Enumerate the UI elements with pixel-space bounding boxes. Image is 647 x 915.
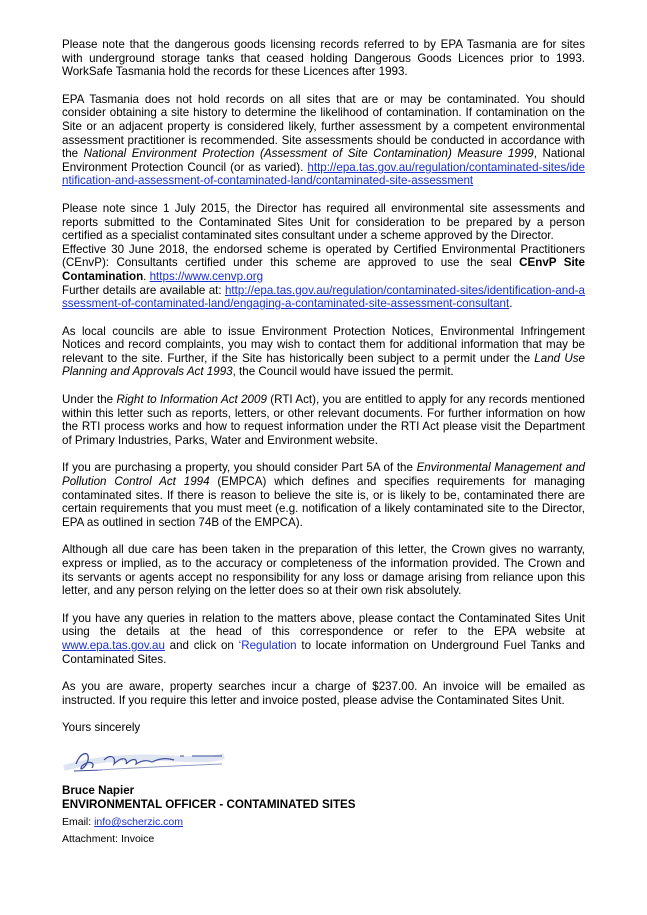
nepm-title: National Environment Protection (Assessment of Site Contamination) Measure 1999: [83, 147, 534, 161]
empca-title: Environmental Management and Pollution Control Act 1994: [62, 461, 585, 489]
scheme-end: .: [509, 297, 513, 311]
planning-act-title: Land Use Planning and Approvals Act 1993: [62, 351, 585, 379]
queries-before: If you have any queries in relation to the matters above, please contact the Contaminated Sites Unit using the details at the head of this correspondence or refer to the EPA website at: [62, 611, 585, 639]
signature: [62, 738, 585, 782]
attachment-line: Attachment: Invoice: [62, 833, 155, 846]
paragraph-consultant-scheme: [62, 202, 585, 311]
rti-before: Under the: [62, 393, 117, 407]
site-history-text: EPA Tasmania does not hold records on all sites that are or may be contaminated. You should consider obtaining a site history to determine the likelihood of contamination. If contamination on the Site or an adjacent property is considered likely, further assessment by a competent environmental assessment practitioner is recommended. Site assessments should be conducted in accordance with the: [62, 92, 585, 161]
councils-text: As local councils are able to issue Environment Protection Notices, Environmental Infringement Notices and record complaints, you may wish to contact them for additional information that may be relevant to the site. Further, if the Site has historically been subject to a permit under the: [62, 324, 585, 365]
cenvp-link[interactable]: https://www.cenvp.org: [149, 269, 264, 283]
epa-website-link[interactable]: www.epa.tas.gov.au: [62, 638, 165, 652]
scheme-dot: .: [143, 269, 150, 283]
consultant-link[interactable]: http://epa.tas.gov.au/regulation/contaminated-sites/identification-and-assessment-of-contaminated-land/engaging-a-contaminated-site-assessment-consultant: [62, 283, 585, 311]
site-assessment-link[interactable]: http://epa.tas.gov.au/regulation/contaminated-sites/identification-and-assessment-of-contaminated-land/contaminated-site-assessment: [62, 160, 585, 188]
cenvp-seal-name: CEnvP Site Contamination: [62, 256, 585, 283]
scheme-text-3: Further details are available at:: [62, 283, 225, 297]
councils-after: , the Council would have issued the permit.: [232, 365, 454, 379]
rti-act-title: Right to Information Act 2009: [116, 393, 267, 407]
paragraph-dangerous-goods: Please note that the dangerous goods licensing records referred to by EPA Tasmania are for sites with underground storage tanks that ceased holding Dangerous Goods Licences prior to 1993. WorkSafe Tasmania hold the records for these Licences after 1993.: [62, 38, 585, 79]
paragraph-councils: [62, 325, 585, 379]
rti-after: (RTI Act), you are entitled to apply for any records mentioned within this letter such as reports, letters, or other relevant documents. For further information on how the RTI process works and how to request information under the RTI Act please visit the Department of Primary Industries, Parks, Water and Environment website.: [62, 393, 585, 447]
purchasing-before: If you are purchasing a property, you should consider Part 5A of the: [62, 461, 417, 475]
email-line: [62, 816, 585, 829]
regulation-link[interactable]: ‘Regulation: [238, 638, 297, 652]
letter-body: [62, 38, 585, 846]
queries-mid: and click on: [164, 638, 239, 652]
paragraph-charge: As you are aware, property searches incur a charge of $237.00. An invoice will be emailed as instructed. If you require this letter and invoice posted, please advise the Contaminated Sites Unit.: [62, 680, 585, 707]
paragraph-disclaimer: Although all due care has been taken in the preparation of this letter, the Crown gives no warranty, express or implied, as to the accuracy or completeness of the information provided. The Crown and its servants or agents accept no responsibility for any loss or damage arising from reliance upon this letter, and any person relying on the letter does so at their own risk absolutely.: [62, 543, 585, 598]
signature-icon: [62, 738, 232, 782]
scheme-text-2: Effective 30 June 2018, the endorsed scheme is operated by Certified Environmental Practitioners (CEnvP): Consultants certified under this scheme are approved to use the seal: [62, 242, 585, 270]
email-link[interactable]: info@scherzic.com: [94, 816, 183, 829]
paragraph-rti: [62, 393, 585, 447]
site-history-after: , National Environment Protection Council (or as varied).: [62, 147, 586, 174]
scheme-text-1: Please note since 1 July 2015, the Director has required all environmental site assessments and reports submitted to the Contaminated Sites Unit for consideration to be prepared by a person certified as a specialist contaminated sites consultant under a scheme approved by the Director.: [62, 201, 585, 243]
closing-salutation: Yours sincerely: [62, 721, 141, 735]
paragraph-purchasing: [62, 461, 585, 529]
queries-after: to locate information on Underground Fuel Tanks and Contaminated Sites.: [62, 638, 585, 666]
signer-title: ENVIRONMENTAL OFFICER - CONTAMINATED SITES: [62, 798, 356, 812]
email-label: Email:: [62, 816, 95, 829]
purchasing-after: (EMPCA) which defines and specifies requirements for managing contaminated sites. If there is reason to believe the site is, or is likely to be, contaminated there are certain requirements that you must meet (e.g. notification of a likely contaminated site to the Director, EPA as outlined in section 74B of the EMPCA).: [62, 475, 586, 529]
paragraph-queries: [62, 612, 585, 666]
paragraph-site-history: [62, 93, 585, 188]
signer-name: Bruce Napier: [62, 784, 135, 798]
